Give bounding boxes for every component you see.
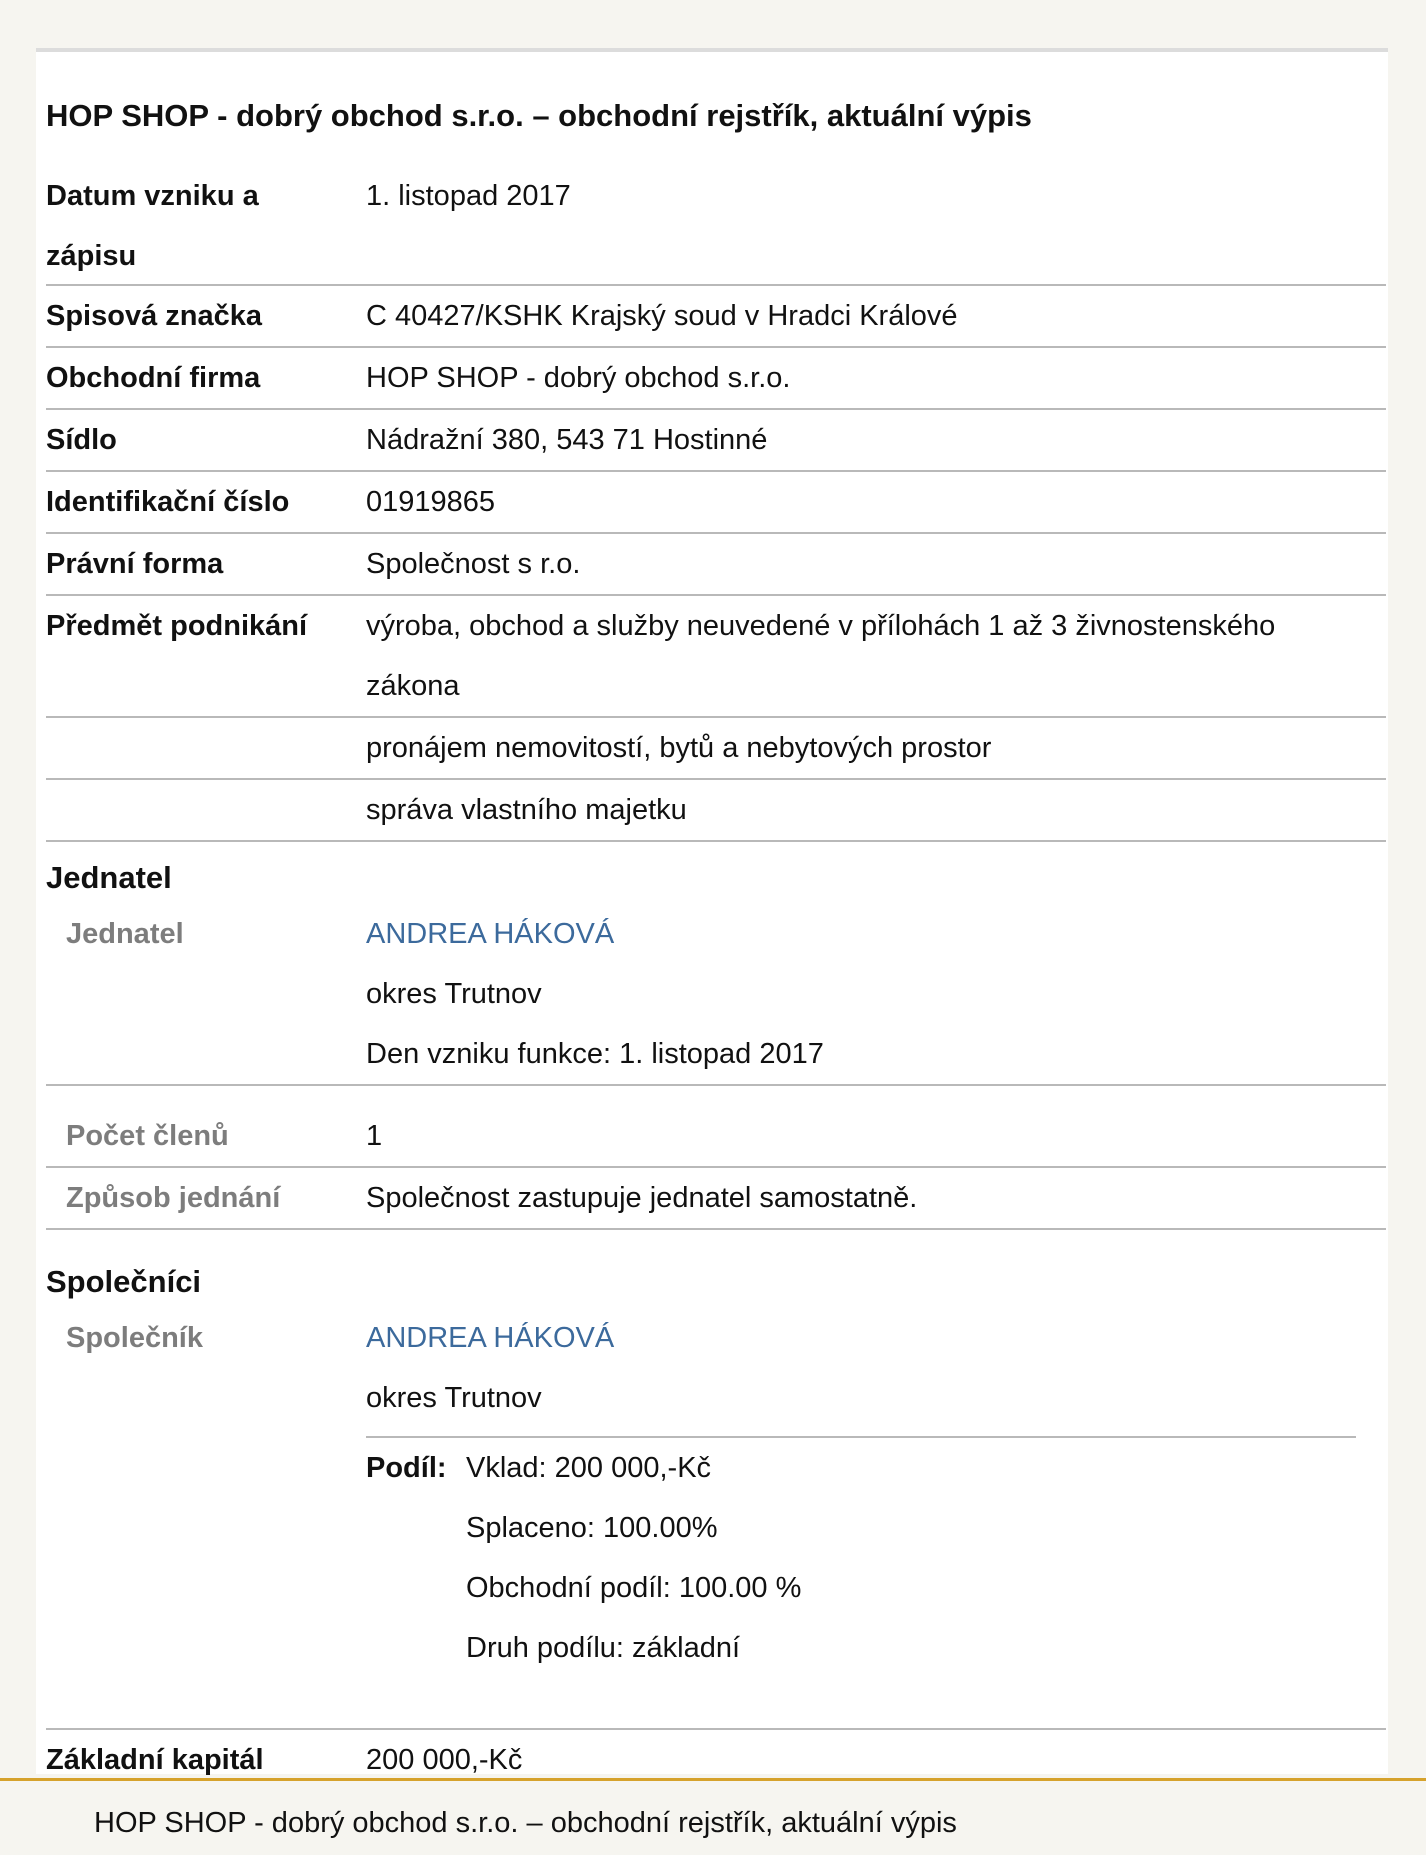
spolecnik-name-link[interactable]: ANDREA HÁKOVÁ [366,1322,615,1354]
row-label: Základní kapitál [46,1744,264,1776]
row-value: 1. listopad 2017 [366,180,571,212]
row-label: Spisová značka [46,300,262,332]
predmet-item-1-line-1: výroba, obchod a služby neuvedené v přílohách 1 až 3 živnostenského [366,610,1276,642]
podil-obchodni: Obchodní podíl: 100.00 % [466,1572,802,1604]
spolecnik-district: okres Trutnov [366,1382,542,1414]
page-title: HOP SHOP - dobrý obchod s.r.o. – obchodní rejstřík, aktuální výpis [46,98,1032,133]
row-label [46,166,259,286]
row-obchodni-firma [46,348,1386,410]
jednatel-district: okres Trutnov [366,978,542,1010]
podil-druh: Druh podílu: základní [466,1632,741,1664]
label-line-2: zápisu [46,240,137,272]
row-value: 200 000,-Kč [366,1744,523,1776]
jednatel-name-link[interactable]: ANDREA HÁKOVÁ [366,918,615,950]
row-label: Sídlo [46,424,117,456]
podil-values [466,1438,801,1678]
row-spolecnik [46,1308,1386,1730]
section-heading-spolecnici: Společníci [46,1264,202,1299]
row-pravni-forma [46,534,1386,596]
label-line-1: Datum vzniku a [46,180,259,212]
podil-label: Podíl: [366,1452,447,1484]
row-predmet-item-3 [46,780,1386,842]
row-zpusob-jednani [46,1168,1386,1230]
predmet-item-1-line-2: zákona [366,670,460,702]
row-value: pronájem nemovitostí, bytů a nebytových prostor [366,732,992,764]
row-value: 01919865 [366,486,496,518]
section-heading-jednatel: Jednatel [46,860,172,895]
row-identifikacni-cislo [46,472,1386,534]
row-value: Nádražní 380, 543 71 Hostinné [366,424,768,456]
row-label: Předmět podnikání [46,610,308,642]
podil-splaceno: Splaceno: 100.00% [466,1512,718,1544]
row-value: Společnost zastupuje jednatel samostatně. [366,1182,918,1214]
podil-vklad: Vklad: 200 000,-Kč [466,1452,712,1484]
row-value: C 40427/KSHK Krajský soud v Hradci Králové [366,300,958,332]
row-value [366,596,1275,716]
row-predmet-item-2 [46,718,1386,780]
row-value [366,1308,614,1428]
row-label: Společník [66,1322,203,1354]
row-pocet-clenu [46,1106,1386,1168]
row-value [366,904,824,1084]
row-datum-vzniku [46,166,1386,286]
row-label: Způsob jednání [66,1182,281,1214]
row-label: Právní forma [46,548,224,580]
footer-bar [0,1778,1426,1855]
row-spisova-znacka [46,286,1386,348]
row-value: HOP SHOP - dobrý obchod s.r.o. [366,362,791,394]
register-card [36,48,1388,1774]
row-label: Jednatel [66,918,184,950]
row-value: 1 [366,1120,383,1152]
jednatel-since: Den vzniku funkce: 1. listopad 2017 [366,1038,824,1070]
row-value: Společnost s r.o. [366,548,581,580]
row-label: Obchodní firma [46,362,261,394]
row-label: Identifikační číslo [46,486,290,518]
row-predmet-podnikani [46,596,1386,718]
row-label: Počet členů [66,1120,229,1152]
row-sidlo [46,410,1386,472]
row-jednatel [46,904,1386,1086]
footer-title: HOP SHOP - dobrý obchod s.r.o. – obchodní rejstřík, aktuální výpis [94,1807,957,1839]
row-value: správa vlastního majetku [366,794,687,826]
